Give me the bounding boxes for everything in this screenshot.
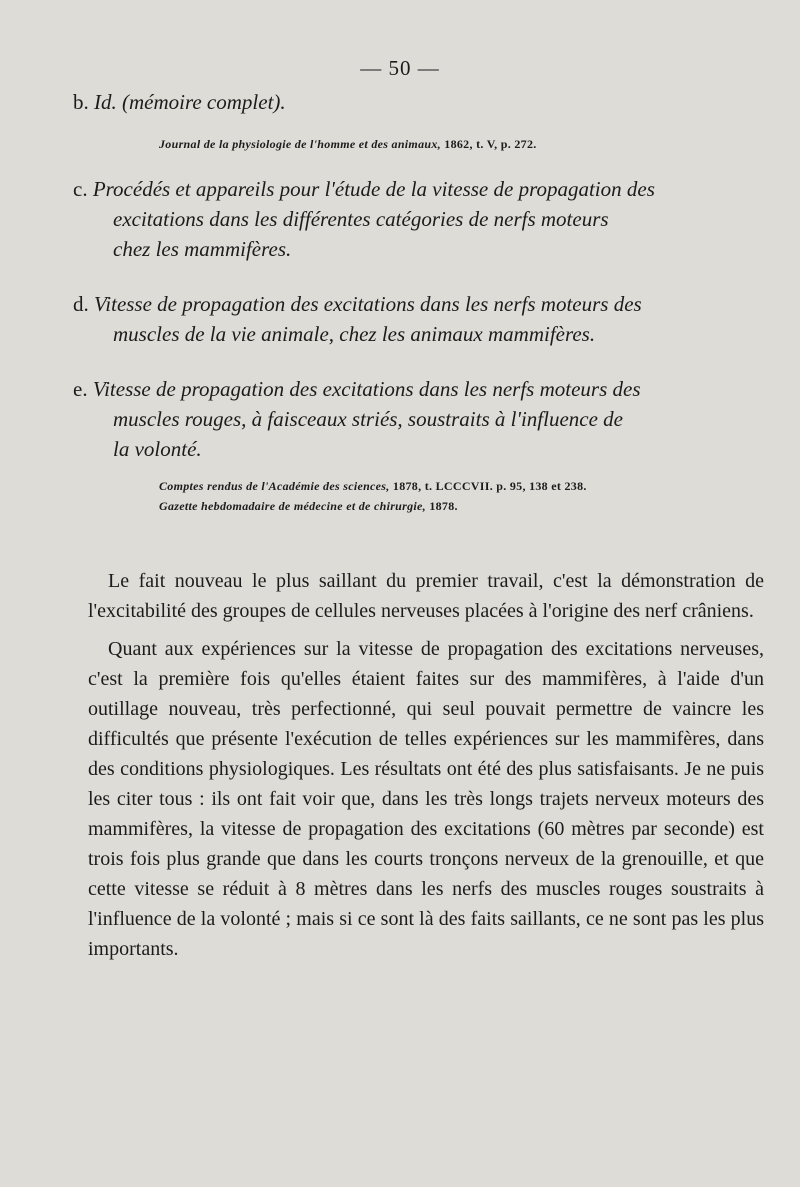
- reference-details: 1878, t. LCCCVII. p. 95, 138 et 238.: [392, 479, 587, 493]
- entry-title-line: chez les mammifères.: [113, 237, 292, 261]
- page-number: — 50 —: [360, 56, 440, 80]
- body-text: [88, 566, 764, 964]
- reference-source: Gazette hebdomadaire de médecine et de chirurgie,: [159, 499, 426, 513]
- reference-line: [159, 134, 759, 154]
- entry-title-line: Vitesse de propagation des excitations dans les nerfs moteurs des: [94, 292, 642, 316]
- bibliography-entry-e: [73, 374, 743, 464]
- reference-line: [159, 476, 759, 496]
- reference-details: 1862, t. V, p. 272.: [444, 137, 537, 151]
- bibliography-entry-b: [73, 87, 743, 117]
- entry-title-line: Vitesse de propagation des excitations dans les nerfs moteurs des: [92, 377, 641, 401]
- entry-label: c.: [73, 177, 88, 201]
- entry-title-line: muscles rouges, à faisceaux striés, soustraits à l'influence de: [113, 407, 623, 431]
- paragraph: Le fait nouveau le plus saillant du premier travail, c'est la démonstration de l'excitabilité des groupes de cellules nerveuses placées à l'origine des nerf crâniens.: [88, 570, 764, 622]
- bibliography-entry-d: [73, 289, 743, 349]
- reference-line: [159, 496, 759, 516]
- entry-title-line: la volonté.: [113, 437, 202, 461]
- entry-label: e.: [73, 377, 88, 401]
- bibliography-entry-c: [73, 174, 743, 264]
- reference-details: 1878.: [429, 499, 458, 513]
- entry-title-line: excitations dans les différentes catégories de nerfs moteurs: [113, 207, 609, 231]
- entry-label: b.: [73, 90, 89, 114]
- entry-title-line: muscles de la vie animale, chez les animaux mammifères.: [113, 322, 596, 346]
- reference-source: Journal de la physiologie de l'homme et des animaux,: [159, 137, 441, 151]
- entry-label: d.: [73, 292, 89, 316]
- reference-source: Comptes rendus de l'Académie des sciences,: [159, 479, 390, 493]
- paragraph: Quant aux expériences sur la vitesse de propagation des excitations nerveuses, c'est la première fois qu'elles étaient faites sur des mammifères, à l'aide d'un outillage nouveau, très perfectionné, qui seul pouvait permettre de vaincre les difficultés que présente l'exécution de telles expériences sur les mammifères, dans des conditions physiologiques. Les résultats ont été des plus satisfaisants. Je ne puis les citer tous : ils ont fait voir que, dans les très longs trajets nerveux moteurs des mammifères, la vitesse de propagation des excitations (60 mètres par seconde) est trois fois plus grande que dans les courts tronçons nerveux de la grenouille, et que cette vitesse se réduit à 8 mètres dans les nerfs des muscles rouges soustraits à l'influence de la volonté ; mais si ce sont là des faits saillants, ce ne sont pas les plus importants.: [88, 638, 764, 960]
- entry-title: Id. (mémoire complet).: [94, 90, 286, 114]
- entry-title-line: Procédés et appareils pour l'étude de la vitesse de propagation des: [92, 177, 655, 201]
